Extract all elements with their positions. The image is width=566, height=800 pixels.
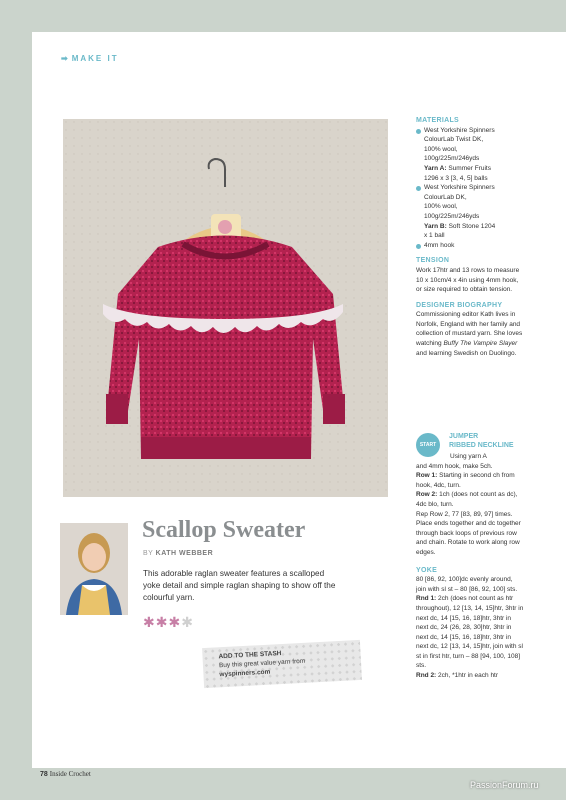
bullet-icon xyxy=(416,186,421,191)
rnd-2 xyxy=(416,671,524,681)
sidebar-column xyxy=(416,116,524,358)
watermark: PassionForum.ru xyxy=(470,780,539,790)
jumper-line: JUMPER xyxy=(449,433,479,440)
section-label xyxy=(61,54,119,63)
bio-italic: Buffy The Vampire Slayer xyxy=(443,340,518,348)
material-quantity: 1296 x 3 [3, 4, 5] balls xyxy=(424,174,488,182)
difficulty-rating xyxy=(143,614,194,631)
rnd-1-label: Rnd 1: xyxy=(416,595,437,603)
article-title: Scallop Sweater xyxy=(142,517,306,543)
byline xyxy=(143,550,213,557)
materials-heading: MATERIALS xyxy=(416,117,460,124)
neck-intro-2: and 4mm hook, make 5ch. xyxy=(416,462,493,470)
material-item xyxy=(416,183,524,241)
row-2-label: Row 2: xyxy=(416,491,438,499)
jumper-heading xyxy=(449,432,514,450)
designer-bio xyxy=(416,310,524,358)
yarn-label-line xyxy=(424,222,524,232)
material-line: 100% wool, xyxy=(424,145,458,153)
material-item xyxy=(416,241,524,251)
yarn-label: Yarn B: xyxy=(424,222,447,230)
neck-intro-1: Using yarn A xyxy=(450,453,487,460)
rnd-1-text: 2ch (does not count as htr throughout), 12 [13, 14, 15]htr, 3htr in next dc, 14 [15, 16, 18]htr, 3htr in next dc, 24 (26, 28, 30]htr, 3htr in next dc, 14 [15, 16, 18]htr, 3htr in next dc, 12 [13, 14, 15]htr, join with sl st in first htr, turn – 88 [94, 100, 108] sts. xyxy=(416,595,524,670)
material-line: 100% wool, xyxy=(424,203,458,211)
yarn-colour: Soft Stone 1204 xyxy=(448,222,496,230)
bio-text-2: and learning Swedish on Duolingo. xyxy=(416,349,517,357)
rnd-1 xyxy=(416,594,524,671)
stash-line: Buy this great value yarn from xyxy=(218,657,306,670)
star-filled-icon: ✱ xyxy=(155,614,169,630)
bullet-icon xyxy=(416,129,421,134)
bio-text-1: Commissioning editor Kath lives in Norfolk, England with her family and collection of mustard yarn. She loves watching xyxy=(416,311,523,348)
yarn-label-line xyxy=(424,164,524,174)
stash-heading: ADD TO THE STASH xyxy=(218,650,282,661)
material-line: 100g/225m/246yds xyxy=(424,212,480,220)
material-line: 4mm hook xyxy=(424,241,455,249)
page-number: 78 xyxy=(40,771,48,778)
arrow-icon: ➡︎ xyxy=(61,54,68,63)
stash-site-link[interactable]: wyspinners.com xyxy=(219,668,271,679)
star-empty-icon: ✱ xyxy=(181,614,194,630)
section-label-text: MAKE IT xyxy=(71,54,119,63)
neckline-line: RIBBED NECKLINE xyxy=(449,442,514,449)
row-1-label: Row 1: xyxy=(416,472,438,480)
row-1-text: Starting in second ch from hook, 4dc, turn. xyxy=(416,472,515,489)
row-2 xyxy=(416,490,524,509)
pattern-column xyxy=(416,452,524,681)
material-quantity: x 1 ball xyxy=(424,232,445,240)
star-filled-icon: ✱ xyxy=(143,614,156,630)
byline-prefix: BY xyxy=(143,550,154,557)
designer-heading: DESIGNER BIOGRAPHY xyxy=(416,301,503,309)
designer-portrait xyxy=(60,523,128,615)
row-1 xyxy=(416,471,524,490)
yarn-label: Yarn A: xyxy=(424,164,447,172)
place-ends: Place ends together and dc together through back loops of previous row and chain. Rotate to work along row edges. xyxy=(416,520,521,556)
bullet-icon xyxy=(416,244,421,249)
material-line: West Yorkshire Spinners xyxy=(424,126,495,134)
tension-text: Work 17htr and 13 rows to measure 10 x 10cm/4 x 4in using 4mm hook, or size required to obtain tension. xyxy=(416,266,520,294)
material-line: ColourLab DK, xyxy=(424,193,467,201)
material-item xyxy=(416,126,524,184)
rnd-2-label: Rnd 2: xyxy=(416,672,437,680)
start-badge: START xyxy=(416,433,440,457)
sweater-photo xyxy=(63,119,388,497)
article-intro: This adorable raglan sweater features a scalloped yoke detail and simple raglan shaping to show off the colourful yarn. xyxy=(143,569,336,602)
rep-row: Rep Row 2, 77 [83, 89, 97] times. xyxy=(416,510,513,518)
publication-name: Inside Crochet xyxy=(49,770,91,778)
yoke-intro: 80 [86, 92, 100]dc evenly around, join with sl st – 80 [86, 92, 100] sts. xyxy=(416,576,518,593)
row-2-text: 1ch (does not count as dc), 4dc blo, turn. xyxy=(416,491,518,508)
yarn-colour: Summer Fruits xyxy=(448,164,491,172)
page-footer xyxy=(40,770,91,778)
materials-list xyxy=(416,126,524,251)
author-name: KATH WEBBER xyxy=(155,550,214,557)
material-line: ColourLab Twist DK, xyxy=(424,136,484,144)
stash-tag xyxy=(202,640,362,688)
yoke-heading: YOKE xyxy=(416,566,438,574)
material-line: West Yorkshire Spinners xyxy=(424,184,495,192)
star-filled-icon: ✱ xyxy=(168,614,182,630)
rnd-2-text: 2ch, *1htr in each htr xyxy=(438,672,499,680)
material-line: 100g/225m/246yds xyxy=(424,155,480,163)
tension-heading: TENSION xyxy=(416,257,450,265)
